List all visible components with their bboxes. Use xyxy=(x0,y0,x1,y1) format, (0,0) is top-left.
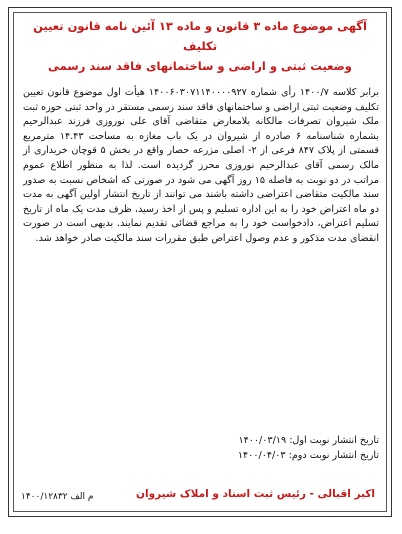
notice-title-line-1: آگهی موضوع ماده ۳ قانون و ماده ۱۳ آئین نامه قانون تعیین تکلیف xyxy=(33,19,367,53)
publication-dates xyxy=(23,433,379,463)
signature: اکبر اقبالی - رئیس ثبت اسناد و املاک شیروان xyxy=(136,488,375,500)
notice-title xyxy=(15,16,385,76)
first-publication-date: تاریخ انتشار نوبت اول: ۱۴۰۰/۰۳/۱۹ xyxy=(238,435,379,446)
notice-body-text: برابر کلاسه ۱۴۰۰/۷ رأی شماره ۱۴۰۰۶۰۳۰۷۱۱۴۰۰۰۰۹۲۷ هیأت اول موضوع قانون تعیین تکلیف وضعیت ثبتی اراضی و ساختمانهای فاقد سند رسمی مستقر در واحد ثبتی حوزه ثبت ملک شیروان تصرفات مالکانه بلامعارض متقاضی آقای علی نوروزی فرزند عبدالرحیم بشماره شناسنامه ۶ صادره از شیروان در یک باب مغازه به مساحت ۱۴.۴۳ مترمربع قسمتی از پلاک ۸۴۷ فرعی از ۲- اصلی مزرعه حصار واقع در بخش ۵ قوچان خریداری از مالک رسمی آقای عبدالرحیم نوروزی محرز گردیده است. لذا به منظور اطلاع عموم مراتب در دو نوبت به فاصله ۱۵ روز آگهی می شود در صورتی که اشخاص نسبت به صدور سند مالکیت متقاضی اعتراضی داشته باشند می توانند از تاریخ انتشار اولین آگهی به مدت دو ماه اعتراض خود را به این اداره تسلیم و پس از اخذ رسید، ظرف مدت یک ماه از تاریخ تسلیم اعتراض، دادخواست خود را به مراجع قضائی تقدیم نمایند. بدیهی است در صورت انقضای مدت مذکور و عدم وصول اعتراض طبق مقررات سند مالکیت صادر خواهد شد. xyxy=(23,87,379,244)
notice-frame xyxy=(8,7,392,517)
notice-title-line-2: وضعیت ثبتی و اراضی و ساختمانهای فاقد سند رسمی xyxy=(48,59,352,73)
second-publication-date: تاریخ انتشار نوبت دوم: ۱۴۰۰/۰۴/۰۳ xyxy=(237,450,379,461)
notice-body xyxy=(23,86,379,247)
reference-number: م الف ۱۴۰۰/۱۲۸۳۲ xyxy=(21,492,94,502)
